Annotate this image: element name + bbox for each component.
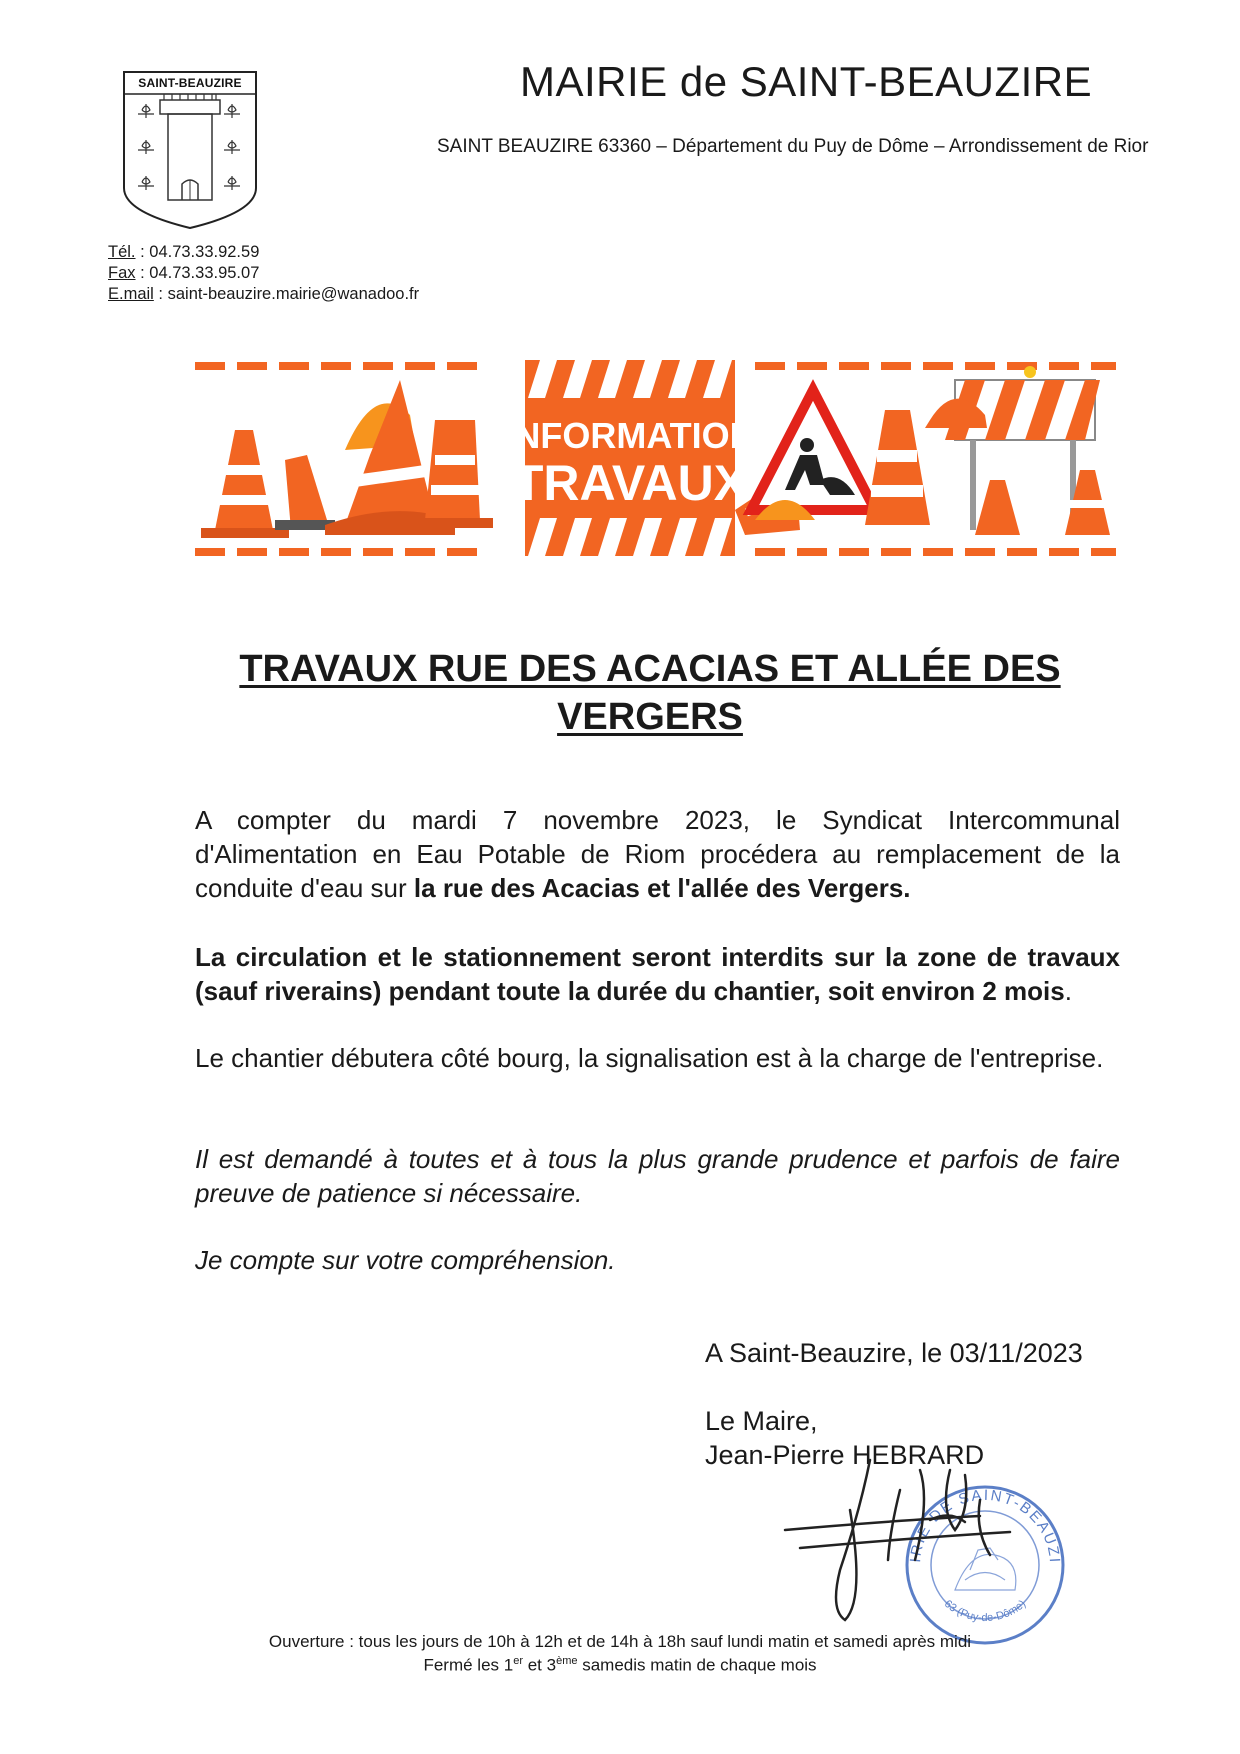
notice-title xyxy=(180,645,1120,741)
closed-sup-2: ème xyxy=(556,1655,578,1667)
traffic-cone-icon xyxy=(275,455,335,530)
warning-sign-icon xyxy=(751,390,875,510)
paragraph-intro xyxy=(195,803,1120,905)
traffic-period: . xyxy=(1064,976,1072,1006)
traffic-restriction: La circulation et le stationnement seront interdits sur la zone de travaux (sauf riverains) pendant toute la durée du chantier, soit environ 2 mois xyxy=(195,942,1120,1006)
place-date: A Saint-Beauzire, le 03/11/2023 xyxy=(705,1338,1083,1368)
notice-title-line1: TRAVAUX RUE DES ACACIAS ET ALLÉE DES xyxy=(239,648,1061,690)
mairie-title: MAIRIE de SAINT-BEAUZIRE xyxy=(520,58,1093,105)
email-value: : saint-beauzire.mairie@wanadoo.fr xyxy=(153,285,420,303)
contact-email xyxy=(108,285,419,304)
notice-title-line2: VERGERS xyxy=(557,696,743,738)
mairie-subtitle: SAINT BEAUZIRE 63360 – Département du Puy de Dôme – Arrondissement de Rior xyxy=(437,136,1149,157)
phone-value: : 04.73.33.92.59 xyxy=(135,243,260,261)
mayor-role: Le Maire, xyxy=(705,1406,818,1436)
closed-text-c: samedis matin de chaque mois xyxy=(577,1655,817,1675)
email-label: E.mail xyxy=(108,285,154,303)
closed-sup-1: er xyxy=(513,1655,523,1667)
paragraph-prudence: Il est demandé à toutes et à tous la plus grande prudence et parfois de faire preuve de patience si nécessaire. xyxy=(195,1144,1120,1208)
crest-shield-icon xyxy=(120,70,260,230)
contact-fax xyxy=(108,264,259,283)
banner-line2: TRAVAUX xyxy=(512,455,748,511)
town-crest xyxy=(120,70,260,230)
intro-text: A compter du mardi 7 novembre 2023, le Syndicat Intercommunal d'Alimentation en Eau Potable de Riom procédera au remplacement de la conduite d'eau sur xyxy=(195,805,1120,903)
paragraph-closing: Je compte sur votre compréhension. xyxy=(195,1245,616,1275)
seal-text-bottom: 63 (Puy-de-Dôme) xyxy=(941,1597,1029,1625)
closed-text-a: Fermé les 1 xyxy=(423,1655,514,1675)
fax-label: Fax xyxy=(108,264,136,282)
banner-line1: INFORMATION xyxy=(504,415,756,456)
traffic-cone-icon xyxy=(865,410,930,525)
mayor-name: Jean-Pierre HEBRARD xyxy=(705,1440,985,1470)
paragraph-traffic xyxy=(195,940,1120,1008)
footer-opening-hours: Ouverture : tous les jours de 10h à 12h et de 14h à 18h sauf lundi matin et samedi après midi xyxy=(268,1632,972,1651)
mayor-signature xyxy=(780,1450,1080,1630)
intro-streets: la rue des Acacias et l'allée des Vergers. xyxy=(413,873,911,903)
traffic-cone-icon xyxy=(423,420,493,528)
footer-closed-days xyxy=(0,1655,1240,1676)
handwritten-signature-icon xyxy=(780,1450,1080,1630)
traffic-cone-icon xyxy=(975,470,1110,535)
information-travaux-banner xyxy=(195,360,1120,565)
paragraph-chantier: Le chantier débutera côté bourg, la signalisation est à la charge de l'entreprise. xyxy=(195,1043,1104,1073)
fax-value: : 04.73.33.95.07 xyxy=(135,264,260,282)
contact-phone xyxy=(108,243,259,262)
crest-label: SAINT-BEAUZIRE xyxy=(138,76,242,90)
phone-label: Tél. xyxy=(108,243,136,261)
closed-text-b: et 3 xyxy=(522,1655,557,1675)
seal-text-top: IRIE DE SAINT-BEAUZI xyxy=(907,1486,1064,1565)
